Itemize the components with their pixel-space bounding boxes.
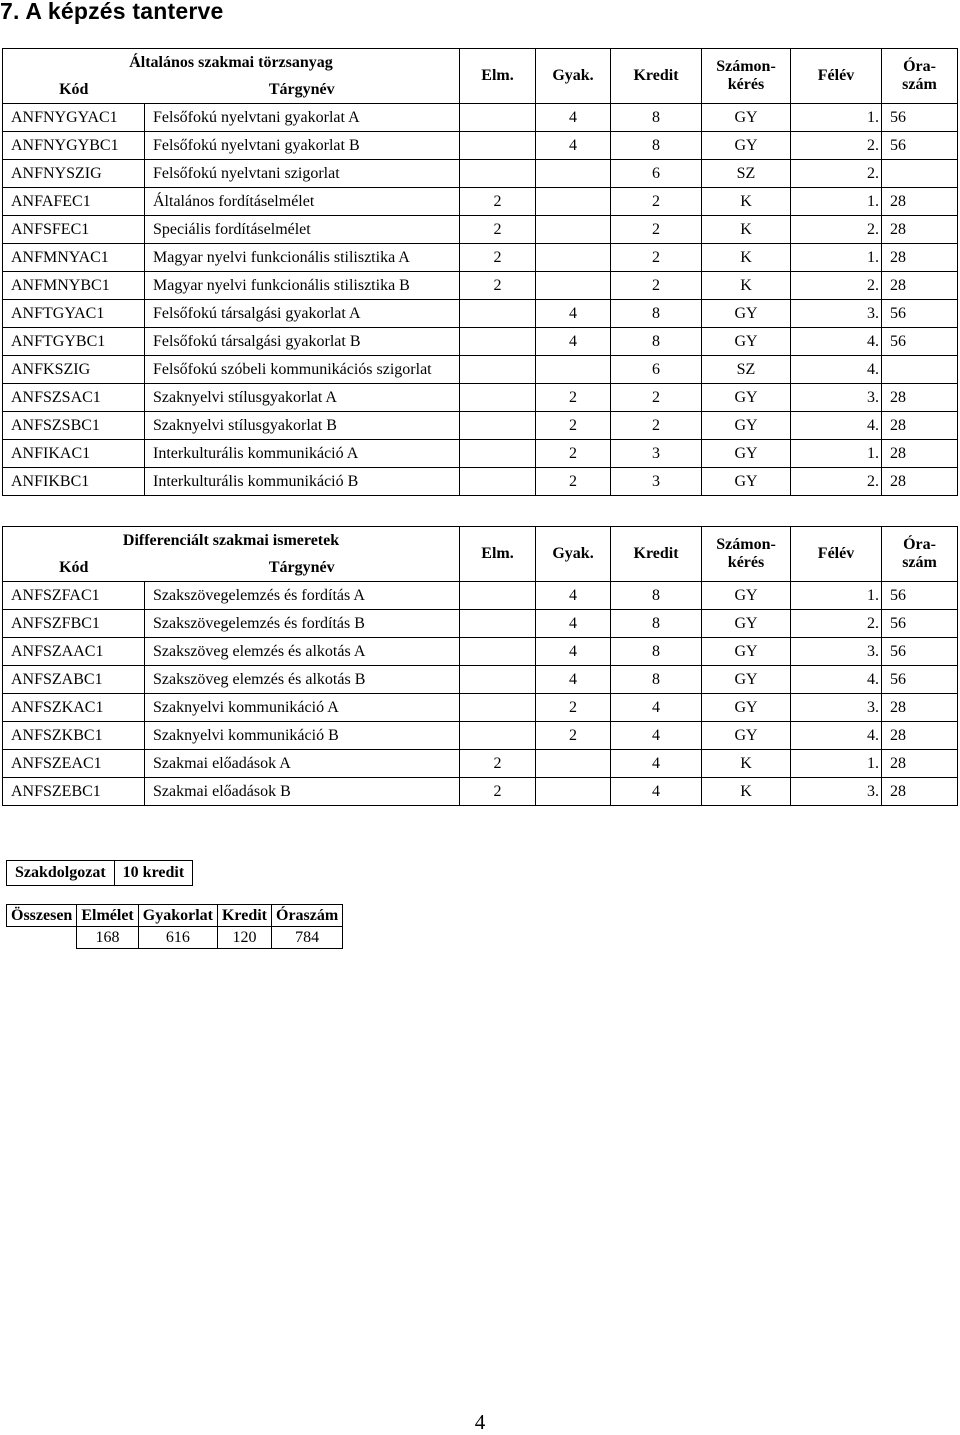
total-hours: 28 bbox=[882, 384, 958, 412]
course-code: ANFMNYBC1 bbox=[3, 272, 145, 300]
total-hours: 28 bbox=[882, 244, 958, 272]
practice-hours: 4 bbox=[536, 104, 611, 132]
semester: 4. bbox=[791, 666, 882, 694]
practice-hours: 4 bbox=[536, 132, 611, 160]
credit: 8 bbox=[611, 582, 702, 610]
total-hours: 56 bbox=[882, 328, 958, 356]
assessment: GY bbox=[702, 440, 791, 468]
course-code: ANFTGYBC1 bbox=[3, 328, 145, 356]
total-hours: 28 bbox=[882, 188, 958, 216]
credit: 6 bbox=[611, 160, 702, 188]
assessment: GY bbox=[702, 694, 791, 722]
assessment: K bbox=[702, 272, 791, 300]
col-kredit: Kredit bbox=[611, 49, 702, 104]
course-name: Szaknyelvi kommunikáció A bbox=[145, 694, 460, 722]
semester: 2. bbox=[791, 610, 882, 638]
theory-hours bbox=[460, 412, 536, 440]
course-name: Szakszövegelemzés és fordítás A bbox=[145, 582, 460, 610]
thesis-credit: 10 kredit bbox=[114, 861, 192, 886]
semester: 1. bbox=[791, 244, 882, 272]
semester: 4. bbox=[791, 412, 882, 440]
course-code: ANFSZKBC1 bbox=[3, 722, 145, 750]
total-hours: 28 bbox=[882, 750, 958, 778]
thesis-table bbox=[6, 860, 193, 886]
theory-hours bbox=[460, 722, 536, 750]
theory-hours bbox=[460, 160, 536, 188]
semester: 4. bbox=[791, 356, 882, 384]
semester: 2. bbox=[791, 132, 882, 160]
col-oraszam: Óra- szám bbox=[882, 49, 958, 104]
practice-hours: 2 bbox=[536, 412, 611, 440]
table-row bbox=[3, 666, 958, 694]
col-kod: Kód bbox=[3, 76, 145, 104]
table-row bbox=[3, 778, 958, 806]
assessment: GY bbox=[702, 328, 791, 356]
course-code: ANFTGYAC1 bbox=[3, 300, 145, 328]
theory-hours: 2 bbox=[460, 750, 536, 778]
total-hours: 28 bbox=[882, 216, 958, 244]
summary-header: Összesen bbox=[7, 905, 77, 927]
total-hours: 56 bbox=[882, 132, 958, 160]
theory-hours: 2 bbox=[460, 188, 536, 216]
assessment: SZ bbox=[702, 356, 791, 384]
course-name: Magyar nyelvi funkcionális stilisztika A bbox=[145, 244, 460, 272]
assessment: GY bbox=[702, 468, 791, 496]
semester: 4. bbox=[791, 722, 882, 750]
col-targynev: Tárgynév bbox=[145, 554, 460, 582]
practice-hours: 2 bbox=[536, 440, 611, 468]
theory-hours bbox=[460, 356, 536, 384]
col-szamonkeres: Számon- kérés bbox=[702, 49, 791, 104]
semester: 3. bbox=[791, 384, 882, 412]
table-row bbox=[3, 244, 958, 272]
col-szamonkeres: Számon- kérés bbox=[702, 527, 791, 582]
total-hours: 28 bbox=[882, 440, 958, 468]
table-row bbox=[3, 750, 958, 778]
course-code: ANFSZEBC1 bbox=[3, 778, 145, 806]
course-code: ANFSZABC1 bbox=[3, 666, 145, 694]
semester: 2. bbox=[791, 468, 882, 496]
semester: 4. bbox=[791, 328, 882, 356]
page-number: 4 bbox=[474, 1410, 486, 1434]
col-gyak: Gyak. bbox=[536, 49, 611, 104]
course-name: Felsőfokú társalgási gyakorlat A bbox=[145, 300, 460, 328]
col-felev: Félév bbox=[791, 527, 882, 582]
credit: 2 bbox=[611, 244, 702, 272]
practice-hours: 2 bbox=[536, 694, 611, 722]
total-hours: 56 bbox=[882, 582, 958, 610]
course-name: Szaknyelvi stílusgyakorlat B bbox=[145, 412, 460, 440]
theory-hours bbox=[460, 666, 536, 694]
assessment: GY bbox=[702, 722, 791, 750]
credit: 3 bbox=[611, 468, 702, 496]
curriculum-table-differentiated bbox=[2, 526, 958, 806]
credit: 8 bbox=[611, 666, 702, 694]
total-hours: 28 bbox=[882, 694, 958, 722]
total-hours: 28 bbox=[882, 722, 958, 750]
summary-value: 784 bbox=[272, 927, 343, 949]
course-code: ANFSZAAC1 bbox=[3, 638, 145, 666]
course-code: ANFSZFBC1 bbox=[3, 610, 145, 638]
course-name: Felsőfokú nyelvtani szigorlat bbox=[145, 160, 460, 188]
practice-hours: 2 bbox=[536, 384, 611, 412]
course-name: Felsőfokú nyelvtani gyakorlat A bbox=[145, 104, 460, 132]
summary-header: Elmélet bbox=[77, 905, 138, 927]
table-row bbox=[3, 328, 958, 356]
course-code: ANFSZKAC1 bbox=[3, 694, 145, 722]
assessment: GY bbox=[702, 638, 791, 666]
course-name: Felsőfokú társalgási gyakorlat B bbox=[145, 328, 460, 356]
semester: 2. bbox=[791, 216, 882, 244]
credit: 6 bbox=[611, 356, 702, 384]
section-title: Differenciált szakmai ismeretek bbox=[3, 527, 460, 555]
total-hours: 56 bbox=[882, 666, 958, 694]
total-hours: 56 bbox=[882, 610, 958, 638]
col-felev: Félév bbox=[791, 49, 882, 104]
assessment: K bbox=[702, 750, 791, 778]
course-code: ANFNYGYAC1 bbox=[3, 104, 145, 132]
semester: 1. bbox=[791, 188, 882, 216]
assessment: GY bbox=[702, 132, 791, 160]
theory-hours: 2 bbox=[460, 244, 536, 272]
table-row bbox=[3, 722, 958, 750]
total-hours: 28 bbox=[882, 468, 958, 496]
course-code: ANFAFEC1 bbox=[3, 188, 145, 216]
course-code: ANFNYGYBC1 bbox=[3, 132, 145, 160]
table-row bbox=[3, 216, 958, 244]
table-row bbox=[3, 412, 958, 440]
theory-hours bbox=[460, 104, 536, 132]
section-title: Általános szakmai törzsanyag bbox=[3, 49, 460, 77]
assessment: GY bbox=[702, 610, 791, 638]
course-code: ANFIKBC1 bbox=[3, 468, 145, 496]
credit: 8 bbox=[611, 132, 702, 160]
assessment: K bbox=[702, 216, 791, 244]
course-name: Szaknyelvi stílusgyakorlat A bbox=[145, 384, 460, 412]
credit: 8 bbox=[611, 610, 702, 638]
summary-table bbox=[6, 904, 343, 949]
theory-hours bbox=[460, 468, 536, 496]
semester: 1. bbox=[791, 104, 882, 132]
theory-hours bbox=[460, 694, 536, 722]
assessment: K bbox=[702, 188, 791, 216]
theory-hours bbox=[460, 610, 536, 638]
practice-hours bbox=[536, 244, 611, 272]
col-elm: Elm. bbox=[460, 49, 536, 104]
practice-hours: 4 bbox=[536, 666, 611, 694]
assessment: GY bbox=[702, 104, 791, 132]
semester: 3. bbox=[791, 300, 882, 328]
summary-value: 168 bbox=[77, 927, 138, 949]
course-name: Felsőfokú nyelvtani gyakorlat B bbox=[145, 132, 460, 160]
course-name: Szakszöveg elemzés és alkotás B bbox=[145, 666, 460, 694]
course-name: Szakszövegelemzés és fordítás B bbox=[145, 610, 460, 638]
table-row bbox=[3, 272, 958, 300]
theory-hours bbox=[460, 384, 536, 412]
assessment: GY bbox=[702, 300, 791, 328]
table-row bbox=[3, 356, 958, 384]
credit: 2 bbox=[611, 272, 702, 300]
semester: 2. bbox=[791, 272, 882, 300]
table-row bbox=[3, 638, 958, 666]
credit: 2 bbox=[611, 216, 702, 244]
col-oraszam: Óra- szám bbox=[882, 527, 958, 582]
course-code: ANFSZFAC1 bbox=[3, 582, 145, 610]
table-row bbox=[3, 694, 958, 722]
course-code: ANFIKAC1 bbox=[3, 440, 145, 468]
semester: 1. bbox=[791, 582, 882, 610]
page-title: 7. A képzés tanterve bbox=[0, 0, 224, 24]
practice-hours bbox=[536, 188, 611, 216]
practice-hours: 4 bbox=[536, 582, 611, 610]
assessment: GY bbox=[702, 384, 791, 412]
table-row bbox=[3, 132, 958, 160]
course-code: ANFMNYAC1 bbox=[3, 244, 145, 272]
credit: 4 bbox=[611, 694, 702, 722]
course-name: Szakszöveg elemzés és alkotás A bbox=[145, 638, 460, 666]
practice-hours bbox=[536, 778, 611, 806]
course-code: ANFSZEAC1 bbox=[3, 750, 145, 778]
course-code: ANFSZSAC1 bbox=[3, 384, 145, 412]
assessment: K bbox=[702, 778, 791, 806]
table-row bbox=[3, 384, 958, 412]
credit: 8 bbox=[611, 104, 702, 132]
credit: 4 bbox=[611, 750, 702, 778]
course-code: ANFKSZIG bbox=[3, 356, 145, 384]
practice-hours: 2 bbox=[536, 468, 611, 496]
table-row bbox=[3, 582, 958, 610]
table-row bbox=[3, 610, 958, 638]
summary-empty-cell bbox=[7, 927, 77, 949]
practice-hours bbox=[536, 356, 611, 384]
summary-value: 616 bbox=[138, 927, 217, 949]
total-hours bbox=[882, 160, 958, 188]
course-name: Szakmai előadások A bbox=[145, 750, 460, 778]
semester: 1. bbox=[791, 440, 882, 468]
total-hours: 56 bbox=[882, 638, 958, 666]
theory-hours: 2 bbox=[460, 778, 536, 806]
table-row bbox=[3, 188, 958, 216]
semester: 3. bbox=[791, 638, 882, 666]
assessment: SZ bbox=[702, 160, 791, 188]
course-code: ANFNYSZIG bbox=[3, 160, 145, 188]
practice-hours bbox=[536, 750, 611, 778]
practice-hours: 4 bbox=[536, 328, 611, 356]
course-code: ANFSFEC1 bbox=[3, 216, 145, 244]
total-hours: 56 bbox=[882, 104, 958, 132]
credit: 3 bbox=[611, 440, 702, 468]
course-name: Interkulturális kommunikáció A bbox=[145, 440, 460, 468]
assessment: K bbox=[702, 244, 791, 272]
total-hours: 28 bbox=[882, 412, 958, 440]
summary-header: Gyakorlat bbox=[138, 905, 217, 927]
table-row bbox=[3, 468, 958, 496]
total-hours: 56 bbox=[882, 300, 958, 328]
theory-hours bbox=[460, 440, 536, 468]
assessment: GY bbox=[702, 582, 791, 610]
credit: 2 bbox=[611, 188, 702, 216]
theory-hours: 2 bbox=[460, 272, 536, 300]
practice-hours: 2 bbox=[536, 722, 611, 750]
semester: 2. bbox=[791, 160, 882, 188]
course-name: Interkulturális kommunikáció B bbox=[145, 468, 460, 496]
course-name: Általános fordításelmélet bbox=[145, 188, 460, 216]
credit: 4 bbox=[611, 778, 702, 806]
col-kod: Kód bbox=[3, 554, 145, 582]
theory-hours: 2 bbox=[460, 216, 536, 244]
col-kredit: Kredit bbox=[611, 527, 702, 582]
course-name: Speciális fordításelmélet bbox=[145, 216, 460, 244]
summary-header: Óraszám bbox=[272, 905, 343, 927]
practice-hours bbox=[536, 216, 611, 244]
practice-hours: 4 bbox=[536, 610, 611, 638]
theory-hours bbox=[460, 300, 536, 328]
theory-hours bbox=[460, 328, 536, 356]
practice-hours: 4 bbox=[536, 638, 611, 666]
practice-hours bbox=[536, 160, 611, 188]
practice-hours bbox=[536, 272, 611, 300]
curriculum-table-general bbox=[2, 48, 958, 496]
table-row bbox=[3, 300, 958, 328]
course-code: ANFSZSBC1 bbox=[3, 412, 145, 440]
summary-header: Kredit bbox=[217, 905, 271, 927]
semester: 1. bbox=[791, 750, 882, 778]
thesis-label: Szakdolgozat bbox=[7, 861, 115, 886]
total-hours: 28 bbox=[882, 778, 958, 806]
table-row bbox=[3, 440, 958, 468]
semester: 3. bbox=[791, 694, 882, 722]
course-name: Szaknyelvi kommunikáció B bbox=[145, 722, 460, 750]
col-elm: Elm. bbox=[460, 527, 536, 582]
total-hours: 28 bbox=[882, 272, 958, 300]
credit: 4 bbox=[611, 722, 702, 750]
table-row bbox=[3, 160, 958, 188]
table-row bbox=[3, 104, 958, 132]
col-gyak: Gyak. bbox=[536, 527, 611, 582]
assessment: GY bbox=[702, 666, 791, 694]
theory-hours bbox=[460, 638, 536, 666]
semester: 3. bbox=[791, 778, 882, 806]
summary-value: 120 bbox=[217, 927, 271, 949]
credit: 2 bbox=[611, 384, 702, 412]
credit: 8 bbox=[611, 638, 702, 666]
credit: 8 bbox=[611, 328, 702, 356]
course-name: Szakmai előadások B bbox=[145, 778, 460, 806]
credit: 8 bbox=[611, 300, 702, 328]
course-name: Felsőfokú szóbeli kommunikációs szigorlat bbox=[145, 356, 460, 384]
col-targynev: Tárgynév bbox=[145, 76, 460, 104]
credit: 2 bbox=[611, 412, 702, 440]
total-hours bbox=[882, 356, 958, 384]
practice-hours: 4 bbox=[536, 300, 611, 328]
assessment: GY bbox=[702, 412, 791, 440]
course-name: Magyar nyelvi funkcionális stilisztika B bbox=[145, 272, 460, 300]
theory-hours bbox=[460, 582, 536, 610]
theory-hours bbox=[460, 132, 536, 160]
